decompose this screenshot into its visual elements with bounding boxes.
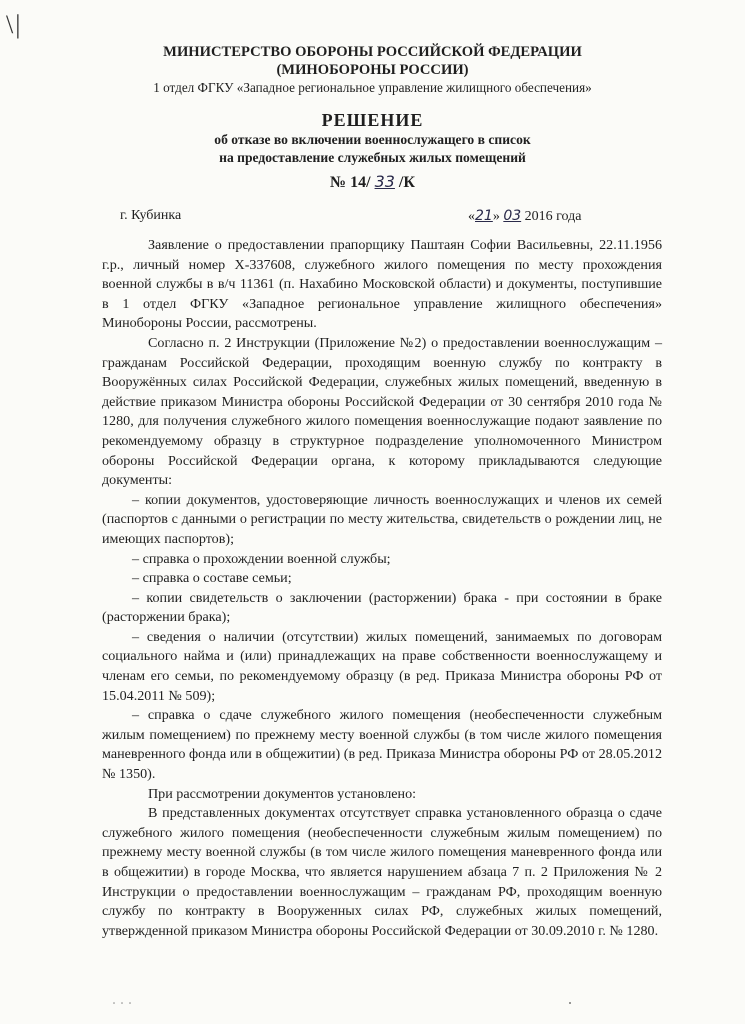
number-suffix: /К (398, 174, 415, 191)
document-subject-line2: на предоставление служебных жилых помещений (219, 150, 526, 165)
list-item-family-certificate: – справка о составе семьи; (132, 570, 292, 587)
org-title-line1: МИНИСТЕРСТВО ОБОРОНЫ РОССИЙСКОЙ ФЕДЕРАЦИИ (163, 44, 582, 60)
scan-artifact-dots (110, 1000, 630, 1006)
date-day: 21 (475, 208, 493, 224)
list-item-marriage-certificate: – копии свидетельств о заключении (расторжении) брака - при состоянии в браке (расторжении брака); (102, 589, 662, 626)
margin-pen-mark: \| (6, 10, 23, 39)
date-close-quote: » (492, 209, 500, 224)
number-handwritten: 33 (374, 172, 395, 191)
list-item-housing-surrender: – справка о сдаче служебного жилого помещения (необеспеченности служебным жилым помещением) по прежнему месту военной службы (в том числе жилого помещения маневренного фонда или в общежитии) (в ред. Приказа Министра обороны РФ от 28.05.2012 № 1350). (102, 707, 662, 783)
findings-heading: При рассмотрении документов установлено: (148, 785, 417, 802)
paragraph-application: Заявление о предоставлении прапорщику Паштаян Софии Васильевны, 22.11.1956 г.р., личный номер Х-337608, служебного жилого помещения по месту прохождения военной службы в в/ч 11361 (п. Нахабино Московской области) и документы, поступившие в 1 отдел ФГКУ «Западное региональное управление жилищного обеспечения» Минобороны России, рассмотрены. (102, 237, 662, 332)
department-name: 1 отдел ФГКУ «Западное региональное управление жилищного обеспечения» (153, 80, 592, 95)
date-open-quote: « (468, 209, 475, 224)
document-body (102, 236, 662, 941)
document-number (0, 172, 745, 192)
date-year: 2016 года (524, 209, 582, 224)
date-month: 03 (503, 208, 522, 224)
document-subject-line1: об отказе во включении военнослужащего в список (214, 132, 531, 147)
org-title-line2: (МИНОБОРОНЫ РОССИИ) (276, 62, 469, 78)
document-title: РЕШЕНИЕ (321, 110, 424, 130)
list-item-identity-docs: – копии документов, удостоверяющие личность военнослужащих и членов их семей (паспортов с данными о регистрации по месту жительства, свидетельств о рождении лиц, не имеющих паспортов); (102, 491, 662, 547)
list-item-service-certificate: – справка о прохождении военной службы; (132, 550, 391, 567)
list-item-housing-info: – сведения о наличии (отсутствии) жилых помещений, занимаемых по договорам социального найма и (или) принадлежащих на праве собственности военнослужащему и членам его семьи, по рекомендуемому образцу (в ред. Приказа Министра обороны РФ от 15.04.2011 № 509); (102, 628, 662, 704)
document-place: г. Кубинка (120, 208, 182, 223)
document-date (468, 208, 581, 225)
paragraph-findings: В представленных документах отсутствует справка установленного образца о сдаче служебного жилого помещения (необеспеченности служебным жилым помещением) по прежнему месту военной службы (в том числе жилого помещения маневренного фонда или в общежитии) в городе Москва, что является нарушением абзаца 7 п. 2 Приложения № 2 Инструкции о предоставлении военнослужащим – гражданам РФ, проходящим военную службу по контракту в Вооруженных силах РФ, служебных жилых помещений, утвержденной приказом Министра обороны Российской Федерации от 30.09.2010 г. № 1280. (102, 805, 662, 939)
paragraph-instruction: Согласно п. 2 Инструкции (Приложение №2) о предоставлении военнослужащим – гражданам Российской Федерации, проходящим военную службу по контракту в Вооружённых силах Российской Федерации, служебных жилых помещений, введенную в действие приказом Министра обороны Российской Федерации от 30 сентября 2010 года № 1280, для получения служебного жилого помещения военнослужащие подают заявление по рекомендуемому образцу в структурное подразделение уполномоченного Министром обороны Российской Федерации органа, к которому прикладываются следующие документы: (102, 334, 662, 489)
number-prefix: № 14/ (330, 174, 371, 191)
